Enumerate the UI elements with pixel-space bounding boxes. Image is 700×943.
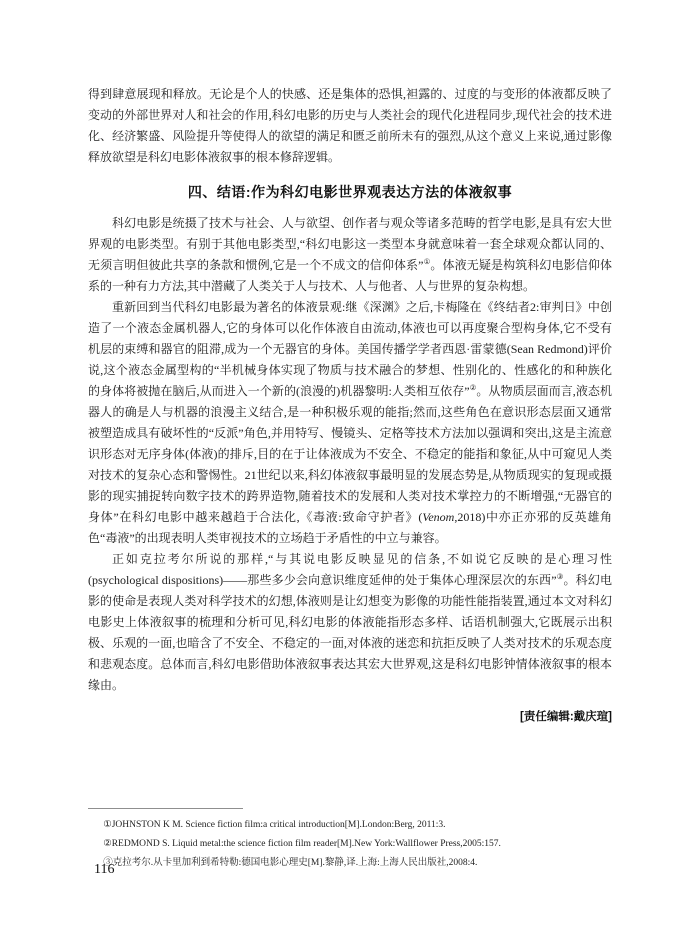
body-paragraph xyxy=(88,213,612,297)
text-run: 得到肆意展现和释放。无论是个人的快感、还是集体的恐惧,袒露的、过度的与变形的体液都反映了变动的外部世界对人和社会的作用,科幻电影的历史与人类社会的现代化进程同步,现代社会的技术进化、经济繁盛、风险提升等使得人的欲望的满足和匮乏前所未有的强烈,从这个意义上来说,通过影像释放欲望是科幻电影体液叙事的根本修辞逻辑。 xyxy=(88,87,612,164)
text-run: 。从物质层面而言,液态机器人的确是人与机器的浪漫主义结合,是一种积极乐观的能指;然而,这些角色在意识形态层面又通常被塑造成具有破坏性的“反派”角色,并用特写、慢镜头、定格等技术方法加以强调和突出,这是主流意识形态对无序身体(体液)的排斥,目的在于让体液成为不安全、不稳定的能指和象征,从中可窥见人类对技术的复杂心态和警惕性。21世纪以来,科幻体液叙事最明显的发展态势是,从物质现实的复现或摄影的现实捕捉转向数字技术的跨界造物,随着技术的发展和人类对技术掌控力的不断增强,“无器官的身体”在科幻电影中越来越趋于合法化,《毒液:致命守护者》( xyxy=(88,384,612,524)
footnote-item: ②REDMOND S. Liquid metal:the science fiction film reader[M].New York:Wallflower Press,2005:157. xyxy=(103,839,501,849)
text-run: 。体液无疑是构筑科幻电影信仰体系的一种有力方法,其中潜藏了人类关于人与技术、人与他者、人与世界的复杂构想。 xyxy=(88,258,612,293)
text-run: 重新回到当代科幻电影最为著名的体液景观:继《深渊》之后,卡梅隆在《终结者2:审判日》中创造了一个液态金属机器人,它的身体可以化作体液自由流动,体液也可以再度聚合型构身体,它不受有机层的束缚和器官的阻滞,成为一个无器官的身体。美国传播学学者西恩·雷蒙德(Sean Redmond)评价说,这个液态金属型构的“半机械身体实现了物质与技术融合的梦想、性别化的、性感化的和种族化的身体将被抛在脑后,从而进入一个新的(浪漫的)机器黎明:人类相互依存” xyxy=(88,300,612,398)
text-run: 。科幻电影的使命是表现人类对科学技术的幻想,体液则是让幻想变为影像的功能性能指装置,通过本文对科幻电影史上体液叙事的梳理和分析可见,科幻电影的体液能指形态多样、话语机制强大,它既展示出积极、乐观的一面,也暗含了不安全、不稳定的一面,对体液的迷恋和抗拒反映了人类对技术的乐观态度和悲观态度。总体而言,科幻电影借助体液叙事表达其宏大世界观,这是科幻电影钟情体液叙事的根本缘由。 xyxy=(88,573,612,692)
footnote-ref: ③ xyxy=(556,572,564,581)
page-number: 116 xyxy=(94,862,115,877)
footnote-ref: ① xyxy=(423,257,431,266)
body-paragraph xyxy=(88,297,612,549)
article-body xyxy=(88,84,612,726)
footnote-item: ①JOHNSTON K M. Science fiction film:a critical introduction[M].London:Berg, 2011:3. xyxy=(103,820,446,830)
section-heading: 四、结语:作为科幻电影世界观表达方法的体液叙事 xyxy=(187,184,513,200)
editor-credit: [责任编辑:戴庆瑄] xyxy=(520,711,612,723)
text-run: 正如克拉考尔所说的那样,“与其说电影反映显见的信条,不如说它反映的是心理习性(psychological dispositions)——那些多少会向意识维度延伸的处于集体心理深层次的东西” xyxy=(88,552,612,587)
italic-title: Venom xyxy=(422,510,455,524)
text-run: 科幻电影是统摄了技术与社会、人与欲望、创作者与观众等诸多范畴的哲学电影,是具有宏大世界观的电影类型。有别于其他电影类型,“科幻电影这一类型本身就意味着一套全球观众都认同的、无须言明但彼此共享的条款和惯例,它是一个不成文的信仰体系” xyxy=(88,216,612,272)
body-paragraph-continuation xyxy=(88,84,612,168)
footnote-ref: ② xyxy=(469,383,477,392)
text-run: ,2018)中亦正亦邪的反英雄角色“毒液”的出现表明人类审视技术的立场趋于矛盾性的中立与兼容。 xyxy=(88,510,612,545)
footnote-block xyxy=(88,808,612,873)
body-paragraph xyxy=(88,549,612,696)
section-paragraphs xyxy=(88,213,612,696)
footnote-item: ③克拉考尔.从卡里加利到希特勒:德国电影心理史[M].黎静,译.上海:上海人民出版社,2008:4. xyxy=(103,858,478,868)
footnote-separator xyxy=(88,808,243,809)
footnote-list xyxy=(88,816,612,873)
